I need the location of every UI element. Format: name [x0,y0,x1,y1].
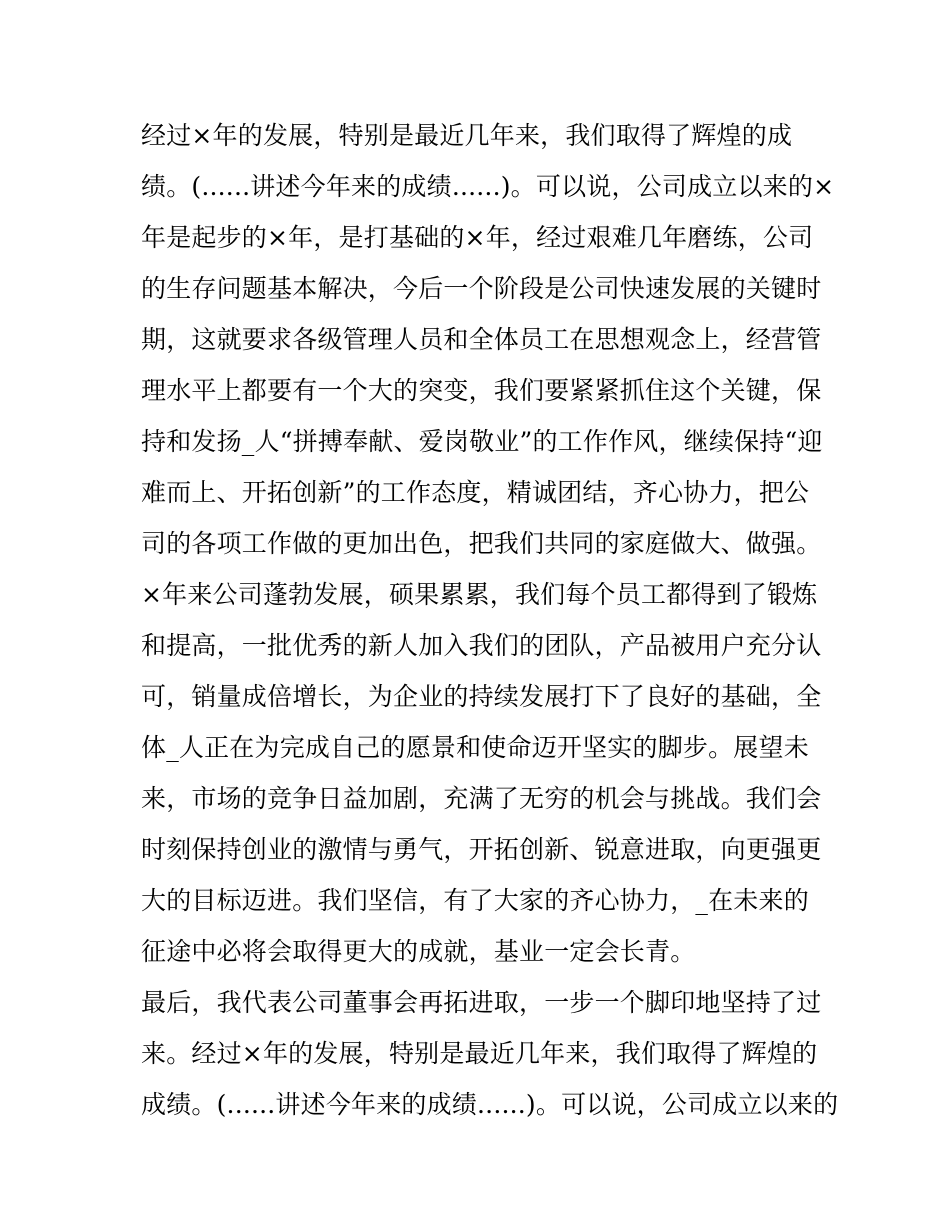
text-line: 难而上、开拓创新”的工作态度，精诚团结，齐心协力，把公 [141,478,810,507]
body-text [141,110,839,1130]
text-line: ×年来公司蓬勃发展，硕果累累，我们每个员工都得到了锻炼 [141,580,818,609]
text-line: 理水平上都要有一个大的突变，我们要紧紧抓住这个关键，保 [141,376,822,405]
text-line: 司的各项工作做的更加出色，把我们共同的家庭做大、做强。 [141,529,822,558]
text-line: 来。经过×年的发展，特别是最近几年来，我们取得了辉煌的 [141,1039,818,1068]
text-line: 大的目标迈进。我们坚信，有了大家的齐心协力，_在未来的 [141,886,809,915]
text-line: 和提高，一批优秀的新人加入我们的团队，产品被用户充分认 [141,631,822,660]
text-line: 成绩。(......讲述今年来的成绩......)。可以说，公司成立以来的 [141,1090,839,1119]
text-line: 征途中必将会取得更大的成就，基业一定会长青。 [141,937,696,966]
text-line: 经过×年的发展，特别是最近几年来，我们取得了辉煌的成 [141,121,793,150]
text-line: 绩。(......讲述今年来的成绩......)。可以说，公司成立以来的× [141,172,835,201]
text-line: 的生存问题基本解决，今后一个阶段是公司快速发展的关键时 [141,274,822,303]
text-line: 期，这就要求各级管理人员和全体员工在思想观念上，经营管 [141,325,822,354]
text-line: 最后，我代表公司董事会再拓进取，一步一个脚印地坚持了过 [141,988,822,1017]
text-line: 年是起步的×年，是打基础的×年，经过艰难几年磨练，公司 [141,223,814,252]
text-line: 来，市场的竞争日益加剧，充满了无穷的机会与挑战。我们会 [141,784,822,813]
text-line: 体_人正在为完成自己的愿景和使命迈开坚实的脚步。展望未 [141,733,809,762]
text-line: 持和发扬_人“拼搏奉献、爱岗敬业”的工作作风，继续保持“迎 [141,427,823,456]
text-line: 可，销量成倍增长，为企业的持续发展打下了良好的基础，全 [141,682,822,711]
text-line: 时刻保持创业的激情与勇气，开拓创新、锐意进取，向更强更 [141,835,822,864]
